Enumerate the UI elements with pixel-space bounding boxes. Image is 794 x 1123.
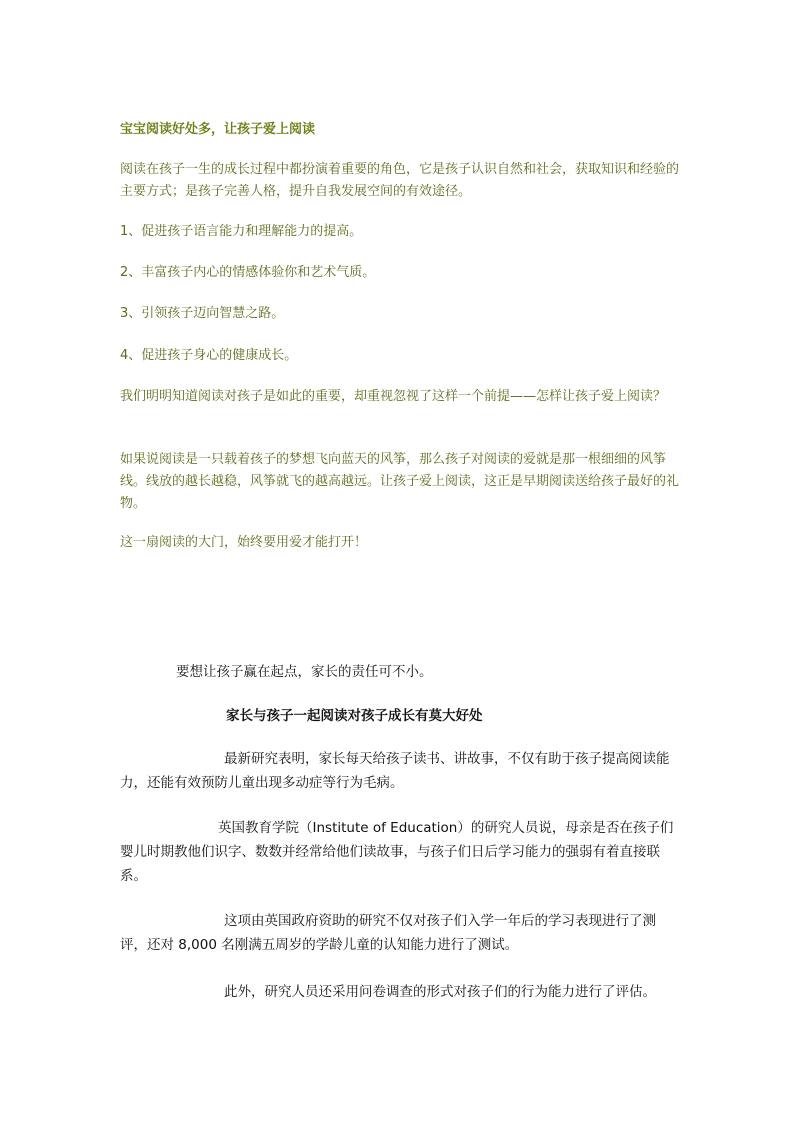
research-paragraph-3: 这项由英国政府资助的研究不仅对孩子们入学一年后的学习表现进行了测评，还对 8,000 名刚满五周岁的学龄儿童的认知能力进行了测试。 bbox=[120, 913, 656, 953]
question-paragraph: 我们明明知道阅读对孩子是如此的重要，却重视忽视了这样一个前提——怎样让孩子爱上阅读？ bbox=[120, 389, 667, 404]
closing-line: 这一扇阅读的大门，始终要用爱才能打开！ bbox=[120, 535, 368, 550]
article-title: 宝宝阅读好处多，让孩子爱上阅读 bbox=[120, 122, 316, 137]
research-paragraph-1: 最新研究表明，家长每天给孩子读书、讲故事，不仅有助于孩子提高阅读能力，还能有效预防儿童出现多动症等行为毛病。 bbox=[120, 751, 670, 791]
point-3: 3、引领孩子迈向智慧之路。 bbox=[120, 306, 285, 321]
point-1: 1、促进孩子语言能力和理解能力的提高。 bbox=[120, 224, 363, 239]
point-2: 2、丰富孩子内心的情感体验你和艺术气质。 bbox=[120, 265, 376, 280]
metaphor-paragraph: 如果说阅读是一只载着孩子的梦想飞向蓝天的风筝，那么孩子对阅读的爱就是那一根细细的风筝线。线放的越长越稳，风筝就飞的越高越远。让孩子爱上阅读，这正是早期阅读送给孩子最好的礼物。 bbox=[120, 452, 680, 511]
point-4: 4、促进孩子身心的健康成长。 bbox=[120, 348, 298, 363]
lead-sentence: 要想让孩子赢在起点，家长的责任可不小。 bbox=[176, 664, 433, 680]
section-heading: 家长与孩子一起阅读对孩子成长有莫大好处 bbox=[226, 708, 483, 724]
research-paragraph-2: 英国教育学院（Institute of Education）的研究人员说，母亲是否在孩子们婴儿时期教他们识字、数数并经常给他们读故事，与孩子们日后学习能力的强弱有着直接联系。 bbox=[120, 820, 674, 884]
intro-paragraph: 阅读在孩子一生的成长过程中都扮演着重要的角色，它是孩子认识自然和社会，获取知识和经验的主要方式；是孩子完善人格，提升自我发展空间的有效途径。 bbox=[120, 162, 680, 199]
research-paragraph-4: 此外，研究人员还采用问卷调查的形式对孩子们的行为能力进行了评估。 bbox=[224, 984, 656, 1000]
